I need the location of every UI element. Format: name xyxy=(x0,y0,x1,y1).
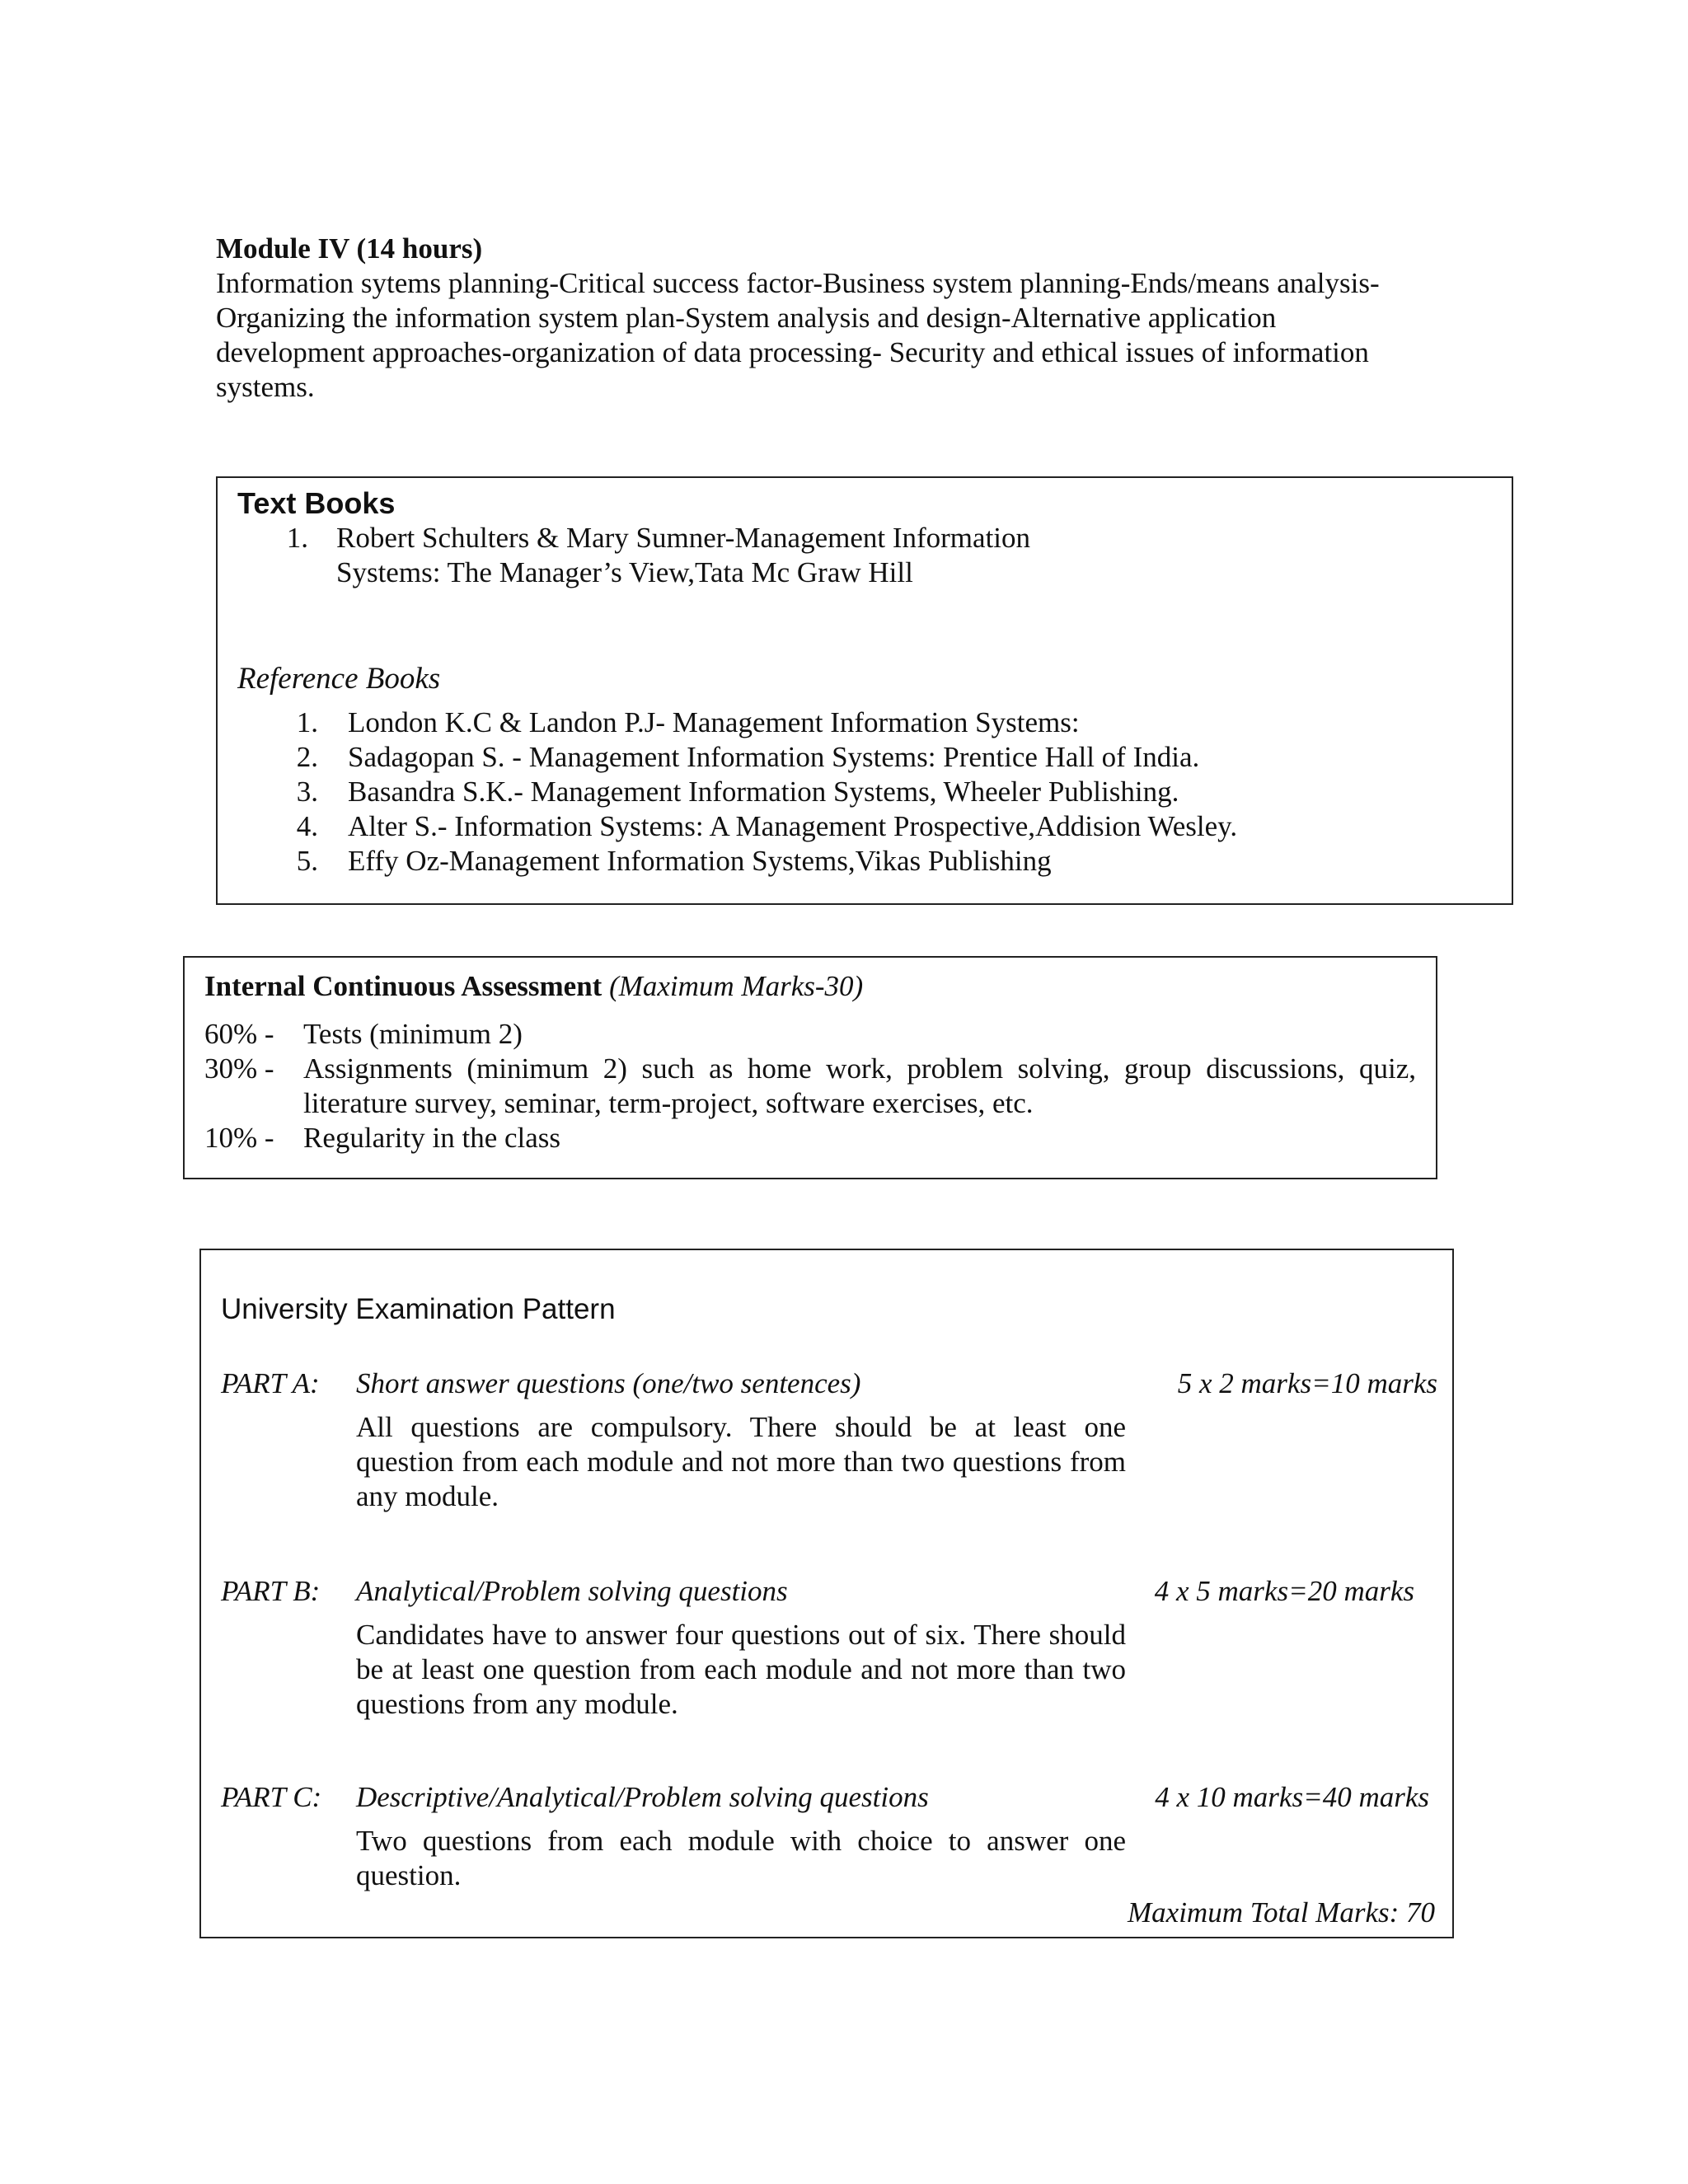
reference-book-text: Basandra S.K.- Management Information Systems, Wheeler Publishing. xyxy=(348,776,1179,808)
part-marks: 5 x 2 marks=10 marks xyxy=(1177,1367,1437,1399)
text-books-heading: Text Books xyxy=(237,486,396,520)
part-marks: 4 x 5 marks=20 marks xyxy=(1154,1575,1414,1607)
part-marks: 4 x 10 marks=40 marks xyxy=(1155,1781,1429,1813)
internal-assessment-box xyxy=(183,956,1437,1179)
module-section xyxy=(216,232,1452,405)
module-line: Information sytems planning-Critical success factor-Business system planning-Ends/means analysis- xyxy=(216,267,1380,299)
text-book-number: 1. xyxy=(286,522,308,554)
books-box xyxy=(216,476,1513,905)
ica-text: Tests (minimum 2) xyxy=(303,1018,523,1050)
reference-book-number: 5. xyxy=(296,845,318,877)
ica-pct: 10% - xyxy=(204,1122,274,1154)
part-label: PART A: xyxy=(221,1367,320,1399)
text-book-line: Systems: The Manager’s View,Tata Mc Graw Hill xyxy=(336,556,913,588)
module-line: systems. xyxy=(216,371,315,403)
part-description: Two questions from each module with choice to answer one question. xyxy=(356,1825,1126,1891)
part-title: Short answer questions (one/two sentences) xyxy=(356,1367,861,1399)
ica-heading-bold: Internal Continuous Assessment xyxy=(204,970,603,1002)
reference-book-number: 2. xyxy=(296,741,318,773)
module-line: development approaches-organization of data processing- Security and ethical issues of information xyxy=(216,336,1369,368)
reference-book-number: 1. xyxy=(296,706,318,738)
part-description: Candidates have to answer four questions out of six. There should be at least one question from each module and not more than two questions from any module. xyxy=(356,1619,1126,1720)
ica-text: Assignments (minimum 2) such as home work, problem solving, group discussions, quiz, literature survey, seminar, term-project, software exercises, etc. xyxy=(303,1052,1416,1119)
reference-book-number: 4. xyxy=(296,810,318,842)
part-title: Descriptive/Analytical/Problem solving questions xyxy=(356,1781,929,1813)
reference-books-heading: Reference Books xyxy=(237,662,441,696)
ica-pct: 60% - xyxy=(204,1018,274,1050)
exam-pattern-box xyxy=(199,1249,1454,1938)
ica-heading xyxy=(204,969,863,1004)
module-heading: Module IV (14 hours) xyxy=(216,232,483,265)
ica-heading-italic: (Maximum Marks-30) xyxy=(609,970,864,1002)
reference-book-number: 3. xyxy=(296,776,318,808)
text-book-line: Robert Schulters & Mary Sumner-Management Information xyxy=(336,522,1031,554)
part-label: PART C: xyxy=(221,1781,322,1813)
maximum-total-marks: Maximum Total Marks: 70 xyxy=(1128,1896,1436,1929)
ica-text: Regularity in the class xyxy=(303,1122,561,1154)
reference-book-text: London K.C & Landon P.J- Management Information Systems: xyxy=(348,706,1080,738)
part-label: PART B: xyxy=(221,1575,321,1607)
ica-pct: 30% - xyxy=(204,1052,274,1085)
part-title: Analytical/Problem solving questions xyxy=(356,1575,788,1607)
reference-book-text: Effy Oz-Management Information Systems,Vikas Publishing xyxy=(348,845,1052,877)
reference-book-text: Sadagopan S. - Management Information Systems: Prentice Hall of India. xyxy=(348,741,1200,773)
reference-book-text: Alter S.- Information Systems: A Management Prospective,Addision Wesley. xyxy=(348,810,1238,842)
module-line: Organizing the information system plan-System analysis and design-Alternative application xyxy=(216,302,1277,334)
exam-title: University Examination Pattern xyxy=(221,1293,616,1325)
part-description: All questions are compulsory. There should be at least one question from each module and not more than two questions from any module. xyxy=(356,1411,1126,1512)
